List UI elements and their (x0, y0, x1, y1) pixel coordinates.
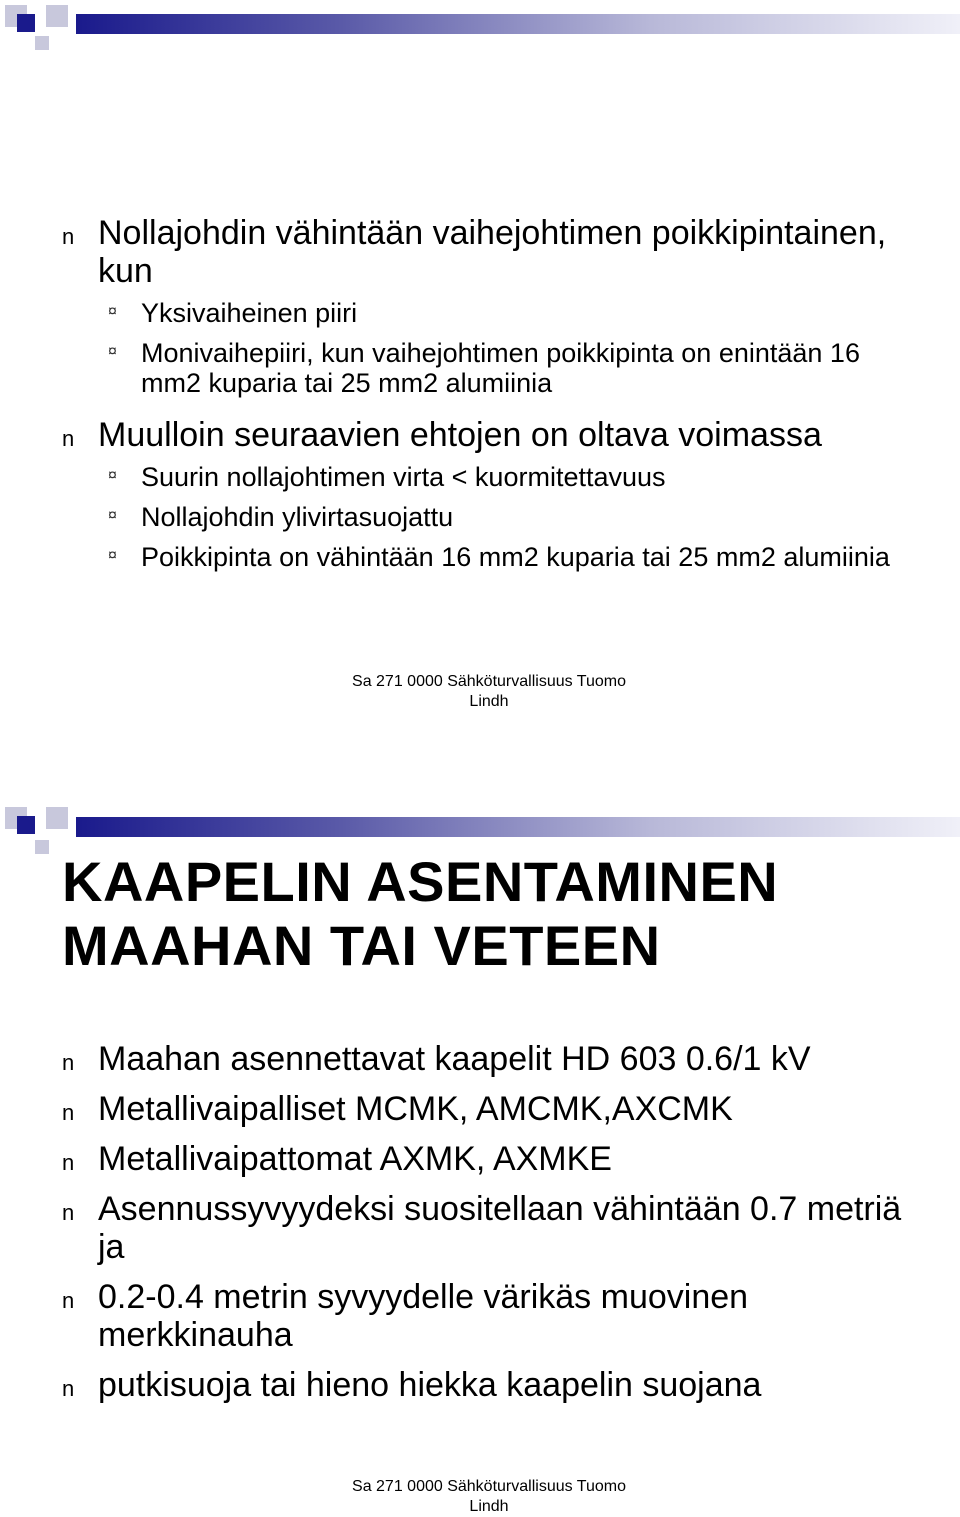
slide-footer (0, 672, 960, 712)
deco-square (46, 5, 68, 27)
deco-square (46, 807, 68, 829)
bullet-item (0, 1140, 928, 1178)
sub-bullet-marker: ¤ (108, 303, 117, 320)
bullet-text: 0.2-0.4 metrin syvyydelle värikäs muovinen merkkinauha (98, 1278, 749, 1354)
deco-square (17, 816, 35, 834)
footer-line: Lindh (469, 693, 509, 710)
footer-line: Sa 271 0000 Sähköturvallisuus Tuomo (352, 673, 626, 690)
title-line: KAAPELIN ASENTAMINEN (62, 850, 779, 913)
bullet-text: Metallivaipattomat AXMK, AXMKE (98, 1140, 612, 1178)
sub-bullet-marker: ¤ (108, 547, 117, 564)
footer-line: Lindh (469, 1498, 509, 1515)
sub-bullet-marker: ¤ (108, 467, 117, 484)
bullet-text: Metallivaipalliset MCMK, AMCMK,AXCMK (98, 1090, 733, 1128)
sub-bullet-item (0, 502, 921, 532)
sub-bullet-marker: ¤ (108, 343, 117, 360)
bullet-text: Nollajohdin vähintään vaihejohtimen poikkipintainen, kun (98, 214, 887, 290)
bullet-list (0, 214, 960, 572)
deco-square (17, 14, 35, 32)
deco-square (35, 840, 49, 854)
footer-line: Sa 271 0000 Sähköturvallisuus Tuomo (352, 1478, 626, 1495)
bullet-item (0, 1090, 928, 1128)
bullet-marker: n (62, 1376, 75, 1401)
bullet-list (0, 1040, 960, 1404)
sub-bullet-item (0, 298, 921, 328)
sub-bullet-item (0, 542, 921, 572)
bullet-text: Maahan asennettavat kaapelit HD 603 0.6/1 kV (98, 1040, 811, 1078)
bullet-marker: n (62, 426, 75, 451)
title-line: MAAHAN TAI VETEEN (62, 914, 661, 977)
bullet-marker: n (62, 1100, 75, 1125)
bullet-text: putkisuoja tai hieno hiekka kaapelin suojana (98, 1366, 762, 1404)
sub-bullet-text: Monivaihepiiri, kun vaihejohtimen poikkipinta on enintään 16 mm2 kuparia tai 25 mm2 alumiinia (141, 338, 860, 398)
sub-bullet-text: Nollajohdin ylivirtasuojattu (141, 502, 454, 532)
sub-bullet-item (0, 338, 921, 398)
header-gradient-bar (76, 14, 960, 34)
deco-square (35, 36, 49, 50)
bullet-text: Asennussyvyydeksi suositellaan vähintään 0.7 metriä ja (98, 1190, 902, 1266)
header-decoration (0, 0, 960, 70)
bullet-item (0, 1366, 928, 1404)
bullet-item (0, 1190, 928, 1266)
bullet-marker: n (62, 224, 75, 249)
bullet-marker: n (62, 1150, 75, 1175)
header-gradient-bar (76, 817, 960, 837)
bullet-item (0, 214, 928, 290)
bullet-text: Muulloin seuraavien ehtojen on oltava voimassa (98, 416, 822, 454)
sub-bullet-text: Yksivaiheinen piiri (141, 298, 358, 328)
slide-footer (0, 1477, 960, 1517)
sub-bullet-marker: ¤ (108, 507, 117, 524)
bullet-item (0, 1040, 928, 1078)
bullet-marker: n (62, 1200, 75, 1225)
bullet-item (0, 1278, 928, 1354)
bullet-item (0, 416, 928, 454)
bullet-marker: n (62, 1050, 75, 1075)
slide-2 (0, 800, 960, 1515)
bullet-marker: n (62, 1288, 75, 1313)
sub-bullet-text: Suurin nollajohtimen virta < kuormitettavuus (141, 462, 666, 492)
sub-bullet-item (0, 462, 921, 492)
sub-bullet-text: Poikkipinta on vähintään 16 mm2 kuparia tai 25 mm2 alumiinia (141, 542, 890, 572)
slide-title (62, 850, 778, 978)
